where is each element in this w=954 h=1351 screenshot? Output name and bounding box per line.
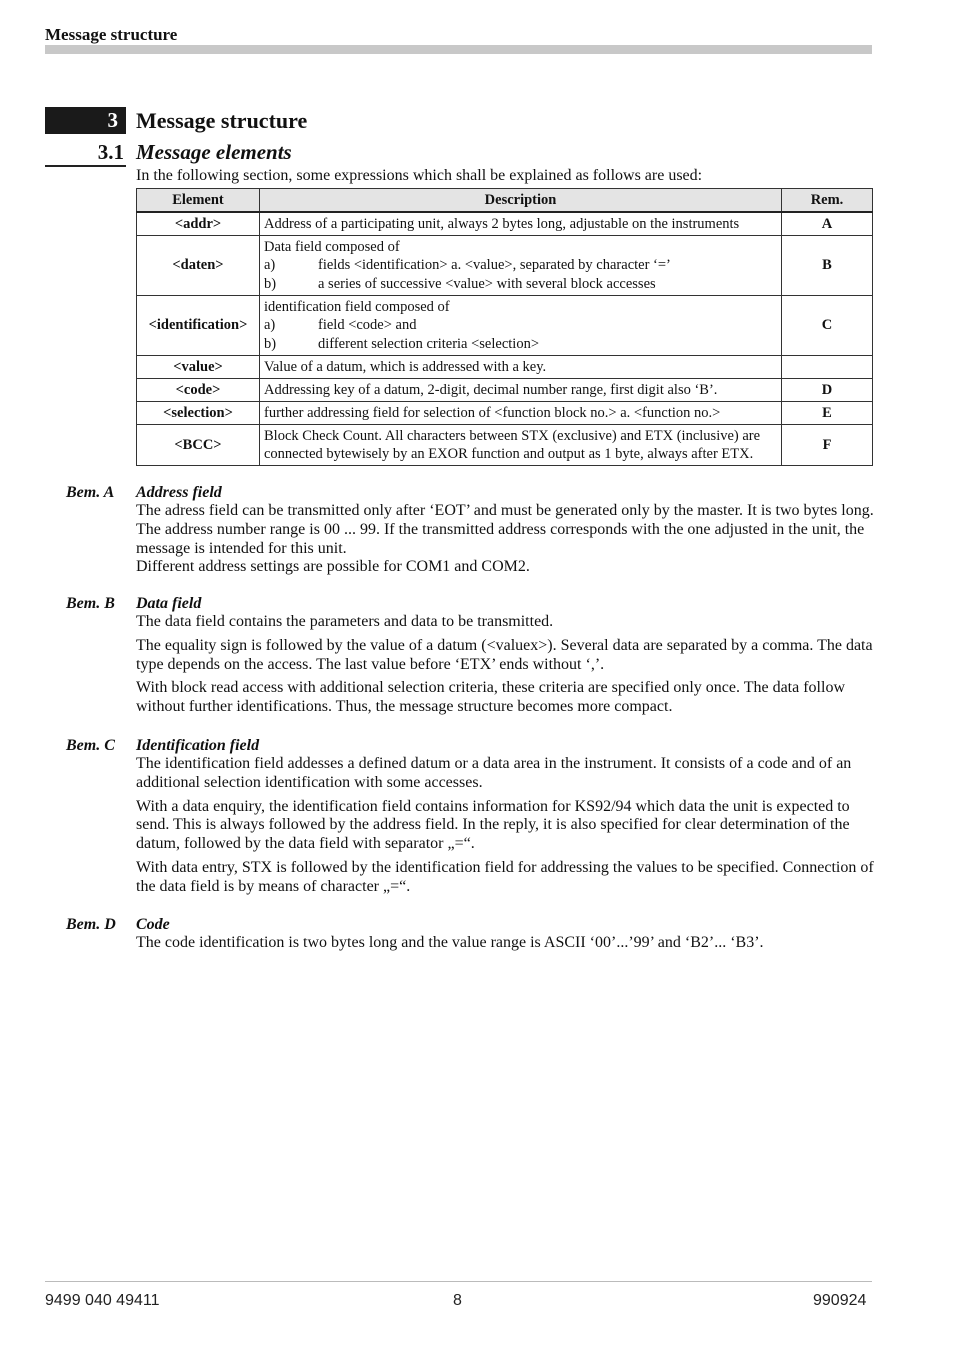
note-paragraph: The equality sign is followed by the value of a datum (<valuex>). Several data are separated by a comma. The data type depends on the access. The last value before ‘ETX’ ends without ‘,’. xyxy=(136,636,873,673)
table-row xyxy=(137,356,873,379)
description-line: Data field composed of xyxy=(264,238,400,255)
note-body xyxy=(136,934,876,958)
description-subitem xyxy=(264,256,777,275)
note-paragraph: The identification field addesses a defined datum or a data area in the instrument. It consists of a code and of an additional selection identification with some accesses. xyxy=(136,755,852,791)
note-body xyxy=(136,755,876,902)
column-header-rem: Rem. xyxy=(782,189,873,213)
description-cell xyxy=(260,356,782,379)
description-subitem xyxy=(264,316,777,335)
rem-cell: B xyxy=(782,236,873,296)
header-rule xyxy=(45,45,872,54)
note-body xyxy=(136,613,876,722)
chapter-title: Message structure xyxy=(136,108,308,133)
note-body xyxy=(136,502,876,582)
description-cell xyxy=(260,236,782,296)
note-title: Identification field xyxy=(136,737,260,754)
rem-cell: E xyxy=(782,402,873,425)
description-line: Block Check Count. All characters between STX (exclusive) and ETX (inclusive) are xyxy=(264,427,761,444)
note-paragraph: The data field contains the parameters and data to be transmitted. xyxy=(136,613,554,630)
description-line: Address of a participating unit, always 2 bytes long, adjustable on the instruments xyxy=(264,215,740,232)
table-row xyxy=(137,425,873,466)
description-line: identification field composed of xyxy=(264,298,450,315)
note-paragraph: With data entry, STX is followed by the identification field for addressing the values to be specified. Connection of the data field is by means of character „=“. xyxy=(136,858,874,895)
column-header-element: Element xyxy=(137,189,260,213)
section-title: Message elements xyxy=(136,140,292,164)
note-paragraph: The adress field can be transmitted only after ‘EOT’ and must be generated only by the master. It is two bytes long. The address number range is 00 ... 99. If the transmitted address corresponds with the one adjusted in the unit, the message is intended for this unit. xyxy=(136,502,874,557)
subitem-text: different selection criteria <selection> xyxy=(318,335,540,352)
note-label: Bem. B xyxy=(66,595,115,612)
element-cell: <value> xyxy=(137,356,260,379)
subitem-text: fields <identification> a. <value>, separated by character ‘=’ xyxy=(318,257,671,274)
rem-cell: D xyxy=(782,379,873,402)
note-paragraph: With block read access with additional selection criteria, these criteria are specified only once. The data follow without further identifications. Thus, the message structure becomes more compact. xyxy=(136,679,845,716)
note-label: Bem. C xyxy=(66,737,115,754)
subitem-text: field <code> and xyxy=(318,317,417,334)
note-title: Code xyxy=(136,916,170,933)
description-line: Addressing key of a datum, 2-digit, decimal number range, first digit also ‘B’. xyxy=(264,381,718,398)
description-cell xyxy=(260,402,782,425)
footer-page-number: 8 xyxy=(453,1292,462,1309)
table-row xyxy=(137,212,873,236)
table-row xyxy=(137,236,873,296)
elements-table xyxy=(136,188,873,466)
description-subitem xyxy=(264,275,777,294)
element-cell: <addr> xyxy=(137,212,260,236)
note-paragraph: Different address settings are possible for COM1 and COM2. xyxy=(136,558,530,576)
description-cell xyxy=(260,212,782,236)
note-title: Data field xyxy=(136,595,202,612)
description-cell xyxy=(260,425,782,466)
column-header-description: Description xyxy=(260,189,782,213)
footer-rule xyxy=(45,1281,872,1282)
footer-date-code: 990924 xyxy=(813,1292,867,1309)
rem-cell xyxy=(782,356,873,379)
description-line: connected bytewisely by an EXOR function and output as 1 byte, always after ETX. xyxy=(264,446,754,462)
element-cell: <daten> xyxy=(137,236,260,296)
section-number: 3.1 xyxy=(45,140,126,167)
note-title: Address field xyxy=(136,484,222,501)
note-label: Bem. D xyxy=(66,916,116,933)
description-cell xyxy=(260,296,782,356)
footer-document-number: 9499 040 49411 xyxy=(45,1292,160,1309)
note-label: Bem. A xyxy=(66,484,115,501)
rem-cell: A xyxy=(782,212,873,236)
table-row xyxy=(137,379,873,402)
note-paragraph: With a data enquiry, the identification field contains information for KS92/94 which data the unit is expected to send. This is always followed by the address field. In the reply, it is also specified for clear determination of the datum, followed by the data field with separator „=“. xyxy=(136,797,850,853)
description-line: further addressing field for selection of <function block no.> a. <function no.> xyxy=(264,404,721,421)
page-header-title: Message structure xyxy=(45,25,178,44)
rem-cell: F xyxy=(782,425,873,466)
subitem-text: a series of successive <value> with several block accesses xyxy=(318,275,656,292)
description-subitem xyxy=(264,335,777,354)
description-cell xyxy=(260,379,782,402)
description-line: Value of a datum, which is addressed with a key. xyxy=(264,358,547,375)
element-cell: <BCC> xyxy=(137,425,260,466)
subitem-key: a) xyxy=(264,257,276,274)
element-cell: <selection> xyxy=(137,402,260,425)
intro-text: In the following section, some expressions which shall be explained as follows are used: xyxy=(136,167,703,184)
table-row xyxy=(137,402,873,425)
element-cell: <code> xyxy=(137,379,260,402)
chapter-number: 3 xyxy=(45,107,126,134)
element-cell: <identification> xyxy=(137,296,260,356)
note-paragraph: The code identification is two bytes long and the value range is ASCII ‘00’...’99’ and ‘B2’... ‘B3’. xyxy=(136,934,764,951)
subitem-key: a) xyxy=(264,317,276,334)
rem-cell: C xyxy=(782,296,873,356)
subitem-key: b) xyxy=(264,275,277,292)
table-row xyxy=(137,296,873,356)
subitem-key: b) xyxy=(264,335,277,352)
